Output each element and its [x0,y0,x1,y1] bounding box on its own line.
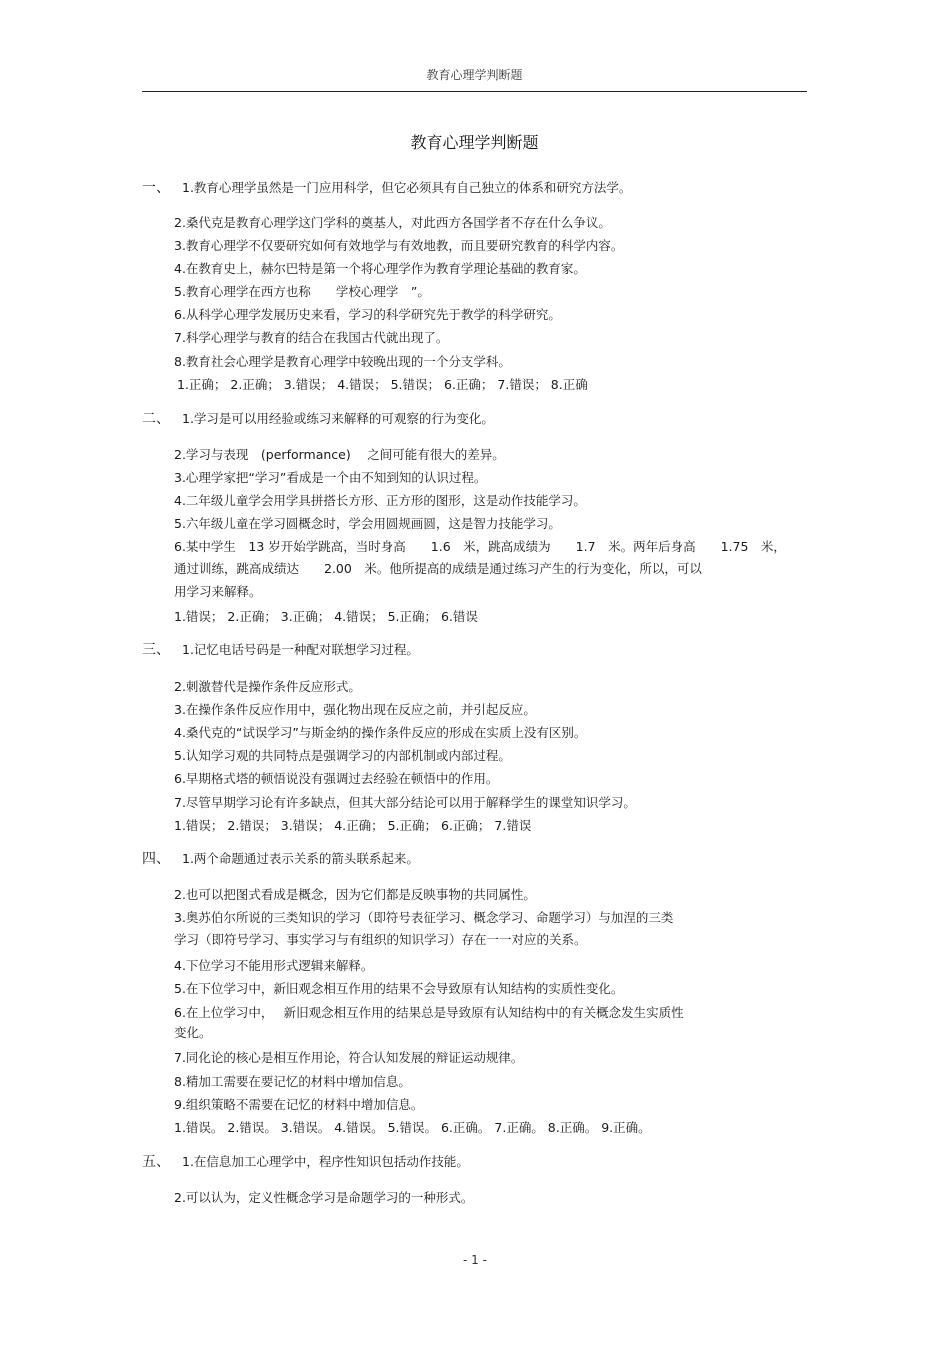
question-line: 2.可以认为，定义性概念学习是命题学习的一种形式。 [174,1190,474,1205]
section-number: 四、 [142,851,170,867]
section-number: 一、 [142,180,170,196]
question-line: 6.早期格式塔的顿悟说没有强调过去经验在顿悟中的作用。 [174,771,499,786]
question-line: 学习（即符号学习、事实学习与有组织的知识学习）存在一一对应的关系。 [174,932,587,947]
question-line: 通过训练，跳高成绩达 2.00 米。他所提高的成绩是通过练习产生的行为变化，所以，可以 [174,561,702,576]
question-line: 3.奥苏伯尔所说的三类知识的学习（即符号表征学习、概念学习、命题学习）与加涅的三类 [174,910,674,925]
question-line: 4.在教育史上，赫尔巴特是第一个将心理学作为教育学理论基础的教育家。 [174,261,586,276]
question-line: 3.教育心理学不仅要研究如何有效地学与有效地教，而且要研究教育的科学内容。 [174,238,624,253]
question-line: 2.也可以把图式看成是概念，因为它们都是反映事物的共同属性。 [174,887,536,902]
question-line: 4.桑代克的“试误学习”与斯金纳的操作条件反应的形成在实质上没有区别。 [174,725,587,740]
answer-key: 1.错误； 2.正确； 3.正确； 4.错误； 5.正确； 6.错误 [174,609,478,624]
section-number: 五、 [142,1154,170,1170]
question-line: 2.桑代克是教育心理学这门学科的奠基人，对此西方各国学者不存在什么争议。 [174,215,611,230]
question-line: 8.教育社会心理学是教育心理学中较晚出现的一个分支学科。 [174,354,511,369]
question-line: 5.认知学习观的共同特点是强调学习的内部机制或内部过程。 [174,748,511,763]
question-line: 3.心理学家把“学习”看成是一个由不知到知的认识过程。 [174,470,487,485]
question-line: 1.学习是可以用经验或练习来解释的可观察的行为变化。 [182,411,494,426]
question-line: 6.某中学生 13 岁开始学跳高，当时身高 1.6 米，跳高成绩为 1.7 米。两年后身高 1.75 米， [174,539,786,554]
question-line: 5.教育心理学在西方也称 学校心理学 ”。 [174,284,430,299]
document-title: 教育心理学判断题 [410,133,539,152]
section-number: 三、 [142,642,170,658]
question-line: 9.组织策略不需要在记忆的材料中增加信息。 [174,1097,424,1112]
section-number: 二、 [142,411,170,427]
question-line: 7.同化论的核心是相互作用论，符合认知发展的辩证运动规律。 [174,1050,524,1065]
question-line: 4.二年级儿童学会用学具拼搭长方形、正方形的图形，这是动作技能学习。 [174,493,586,508]
question-line: 1.在信息加工心理学中，程序性知识包括动作技能。 [182,1154,469,1169]
question-line: 6.在上位学习中， 新旧观念相互作用的结果总是导致原有认知结构中的有关概念发生实质性 [174,1005,684,1020]
question-line: 1.教育心理学虽然是一门应用科学，但它必须具有自己独立的体系和研究方法学。 [182,180,632,195]
question-line: 8.精加工需要在要记忆的材料中增加信息。 [174,1074,411,1089]
question-line: 5.在下位学习中，新旧观念相互作用的结果不会导致原有认知结构的实质性变化。 [174,981,624,996]
question-line: 7.尽管早期学习论有许多缺点，但其大部分结论可以用于解释学生的课堂知识学习。 [174,795,636,810]
question-line: 4.下位学习不能用形式逻辑来解释。 [174,958,374,973]
question-line: 1.两个命题通过表示关系的箭头联系起来。 [182,851,419,866]
question-line: 7.科学心理学与教育的结合在我国古代就出现了。 [174,330,449,345]
running-header: 教育心理学判断题 [426,68,523,82]
question-line: 2.学习与表现 (performance) 之间可能有很大的差异。 [174,447,505,462]
answer-key: 1.错误。 2.错误。 3.错误。 4.错误。 5.错误。 6.正确。 7.正确。 8.正确。 9.正确。 [174,1120,651,1135]
question-line: 变化。 [174,1025,212,1040]
page-number: - 1 - [463,1253,487,1267]
answer-key: 1.正确； 2.正确； 3.错误； 4.错误； 5.错误； 6.正确； 7.错误； 8.正确 [177,377,588,392]
question-line: 6.从科学心理学发展历史来看，学习的科学研究先于教学的科学研究。 [174,307,561,322]
question-line: 3.在操作条件反应作用中，强化物出现在反应之前，并引起反应。 [174,702,536,717]
question-line: 用学习来解释。 [174,584,262,599]
header-rule [142,91,807,92]
question-line: 2.刺激替代是操作条件反应形式。 [174,679,361,694]
answer-key: 1.错误； 2.错误； 3.错误； 4.正确； 5.正确； 6.正确； 7.错误 [174,818,532,833]
question-line: 5.六年级儿童在学习圆概念时，学会用圆规画圆，这是智力技能学习。 [174,516,561,531]
question-line: 1.记忆电话号码是一种配对联想学习过程。 [182,642,419,657]
